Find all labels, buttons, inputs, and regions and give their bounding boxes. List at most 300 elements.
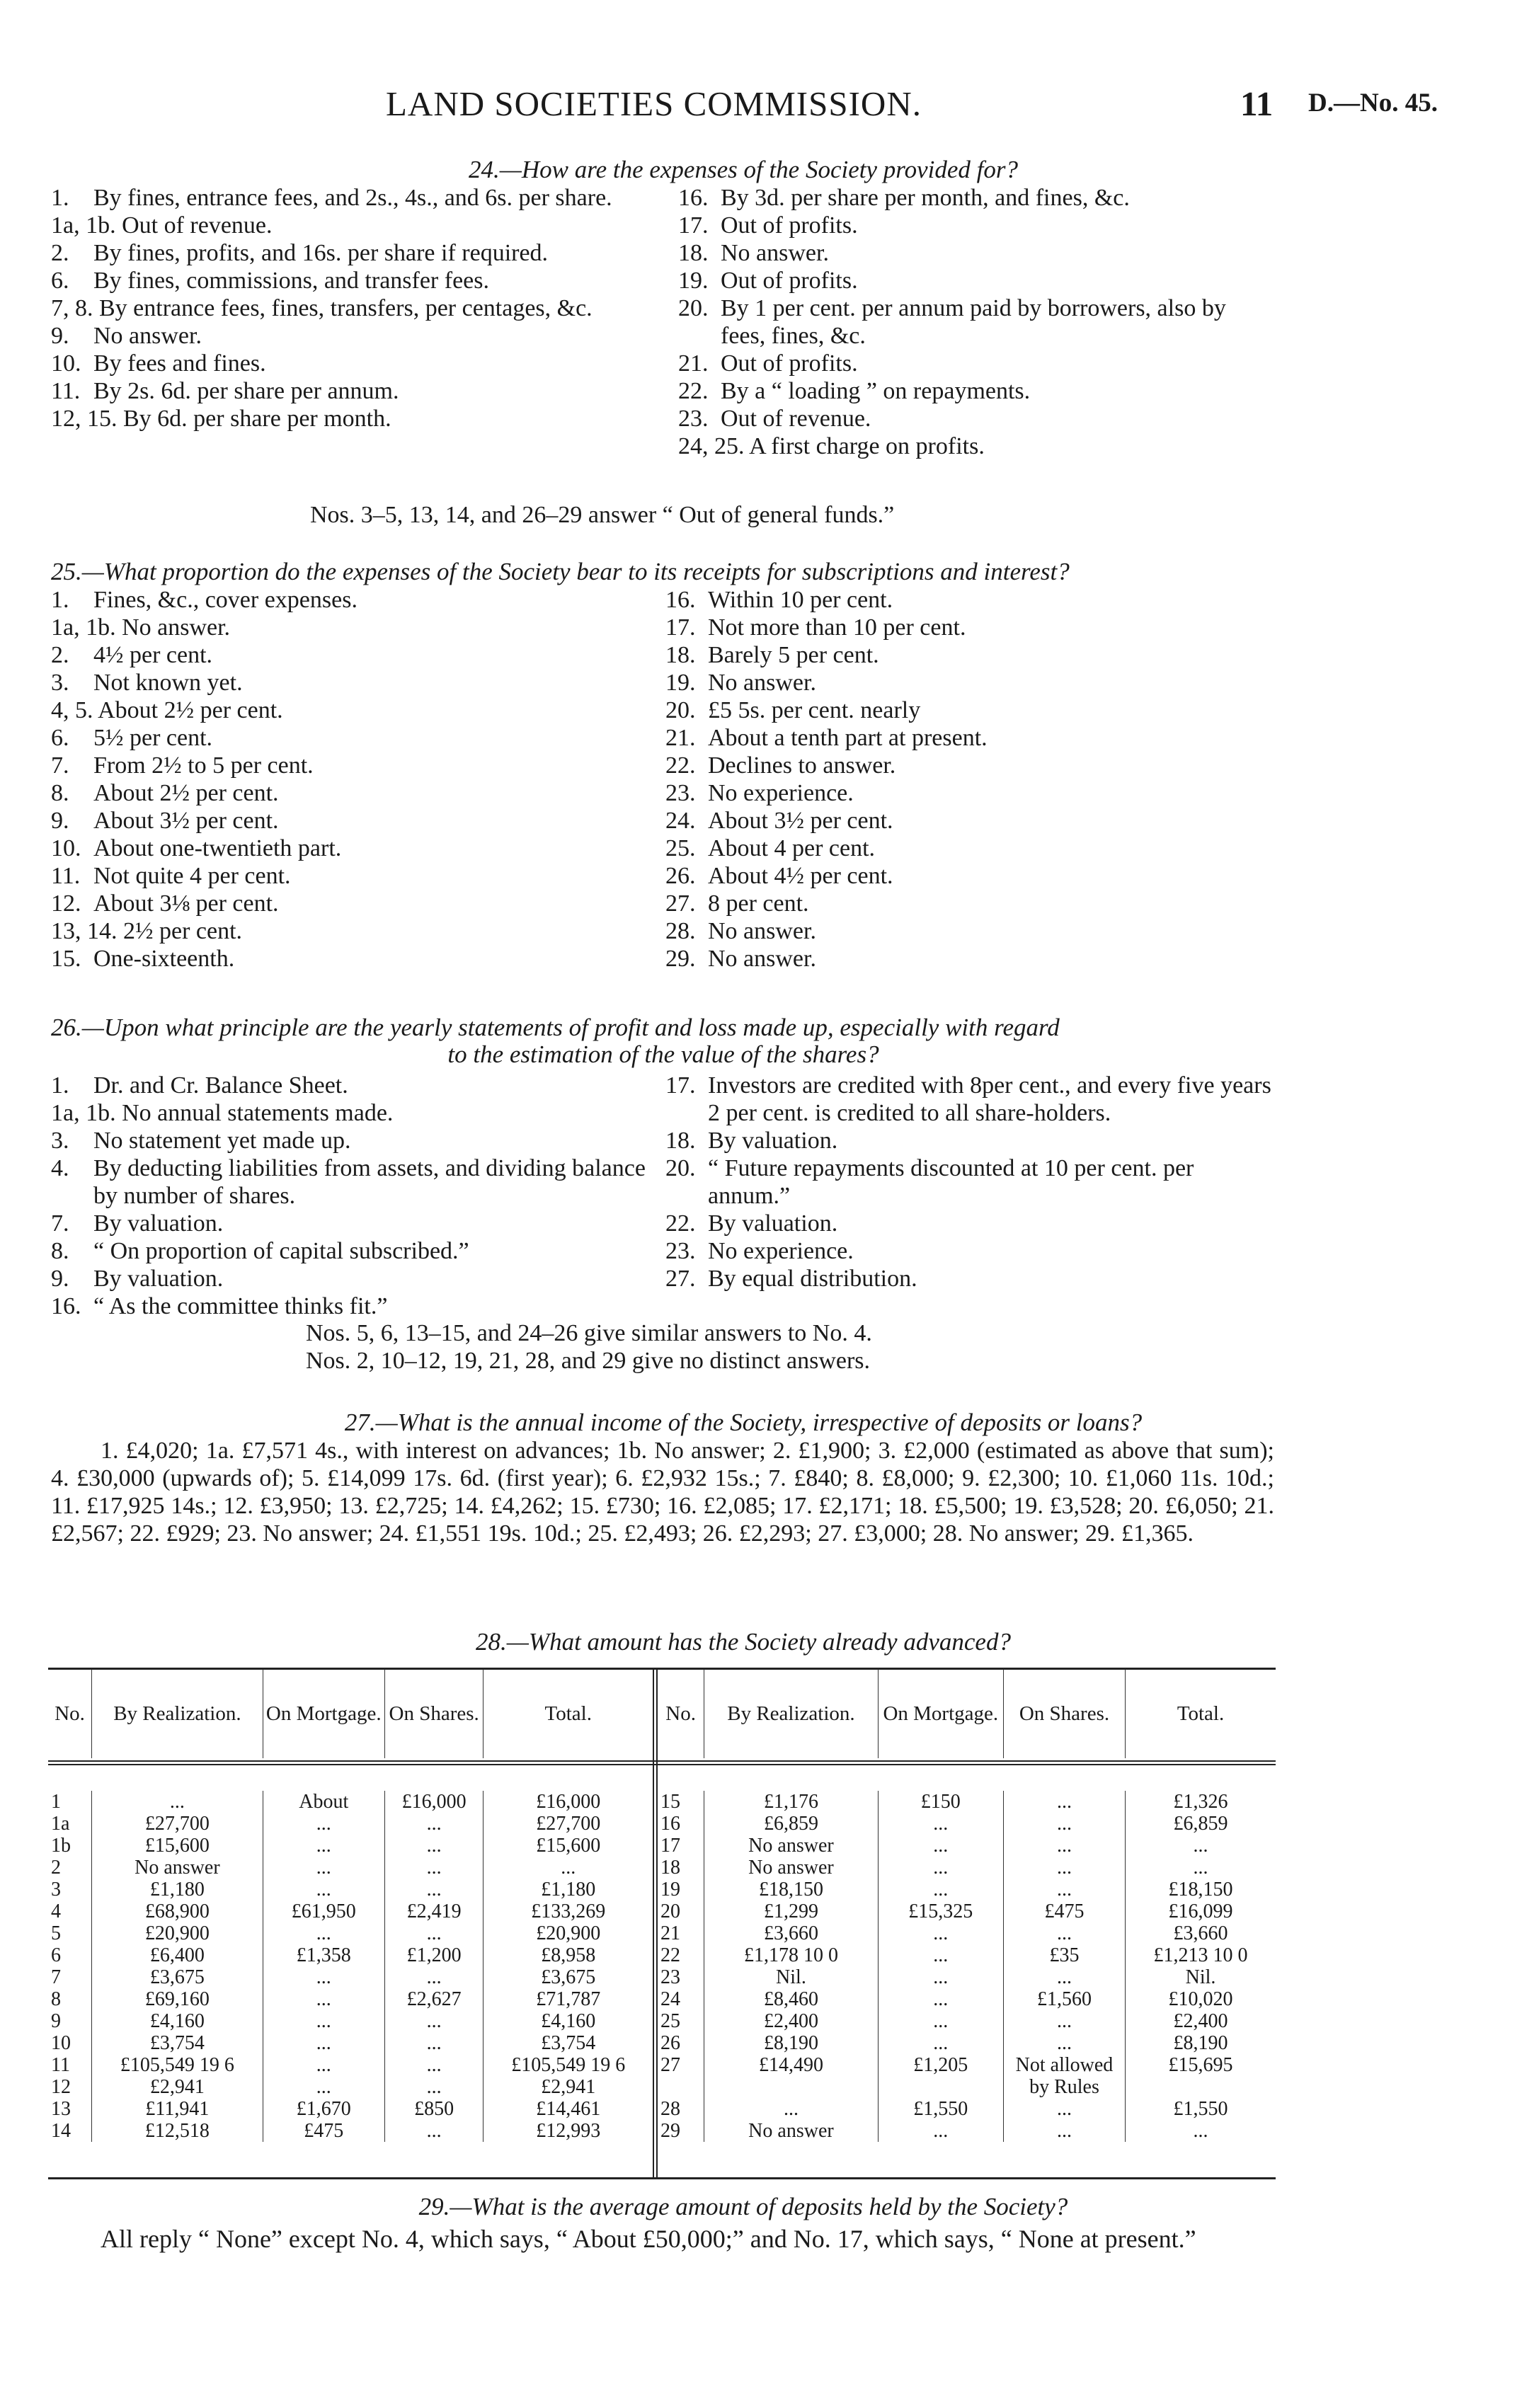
mortgage-cell: £1,358: [263, 1944, 384, 1966]
answer-text: 5½ per cent.: [93, 725, 213, 751]
realization-cell: Nil.: [704, 1966, 878, 1988]
answer-text: By valuation.: [708, 1210, 838, 1237]
answer-number: 2.: [51, 240, 69, 266]
answer-item: [51, 239, 660, 267]
answer-text: No experience.: [708, 1238, 854, 1264]
realization-cell: ...: [92, 1791, 263, 1813]
answer-number: 22.: [665, 1210, 696, 1237]
answer-text: Declines to answer.: [708, 752, 896, 779]
shares-cell: ...: [1003, 1835, 1125, 1857]
answer-item: [51, 184, 660, 212]
answer-number: 29.: [665, 946, 696, 972]
row-number: 15: [658, 1791, 704, 1813]
table-row: [48, 2120, 653, 2142]
answer-number: 23.: [678, 406, 709, 432]
table-row: [48, 1835, 653, 1857]
answer-item: [678, 405, 1274, 432]
answer-number: 1.: [51, 587, 69, 613]
answer-number: 1a, 1b.: [51, 614, 122, 641]
answer-item: [665, 1265, 1274, 1292]
document-reference: D.—No. 45.: [1308, 88, 1438, 117]
mortgage-cell: £1,550: [878, 2098, 1003, 2120]
page-number: 11: [1240, 84, 1274, 123]
shares-cell: £1,200: [384, 1944, 484, 1966]
realization-cell: £1,178 10 0: [704, 1944, 878, 1966]
answer-number: 16.: [665, 587, 696, 613]
answer-item: [51, 696, 660, 724]
realization-cell: £8,460: [704, 1988, 878, 2010]
mortgage-cell: ...: [263, 1813, 384, 1835]
answer-text: One-sixteenth.: [93, 946, 235, 972]
realization-cell: £3,675: [92, 1966, 263, 1988]
row-number: 27: [658, 2054, 704, 2076]
mortgage-cell: £1,205: [878, 2054, 1003, 2076]
total-cell: ...: [1193, 1835, 1208, 1857]
realization-cell: £2,941: [92, 2076, 263, 2098]
mortgage-cell: ...: [878, 1988, 1003, 2010]
mortgage-cell: ...: [263, 2032, 384, 2054]
mortgage-cell: ...: [878, 2120, 1003, 2142]
answer-number: 21.: [678, 350, 709, 377]
answer-number: 16.: [678, 185, 709, 211]
question-26-right-column: [665, 1072, 1274, 1292]
answer-item: [665, 779, 1274, 807]
table-row: [658, 1922, 1276, 1944]
table-row: [658, 1879, 1276, 1900]
answer-item: [51, 1292, 646, 1320]
table-row: [658, 2010, 1276, 2032]
table-bottom-rule: [48, 2177, 1276, 2179]
mortgage-cell: [878, 2076, 1003, 2098]
column-header: By Realization.: [92, 1669, 263, 1758]
realization-cell: £14,490: [704, 2054, 878, 2076]
realization-cell: £11,941: [92, 2098, 263, 2120]
answer-number: 1a, 1b.: [51, 1100, 122, 1126]
question-26-note-2: Nos. 2, 10–12, 19, 21, 28, and 29 give no distinct answers.: [306, 1348, 871, 1374]
answer-number: 1.: [51, 1072, 69, 1099]
answer-number: 3.: [51, 670, 69, 696]
answer-item: [665, 641, 1274, 669]
table-row: [48, 2076, 653, 2098]
table-row: [48, 1988, 653, 2010]
answer-number: 28.: [665, 918, 696, 944]
answer-item: [665, 696, 1274, 724]
row-number: 1a: [48, 1813, 92, 1835]
answer-item: [51, 586, 660, 614]
answer-item: [665, 724, 1274, 752]
realization-cell: £69,160: [92, 1988, 263, 2010]
answer-number: 22.: [665, 752, 696, 779]
mortgage-cell: ...: [263, 2054, 384, 2076]
row-number: 1b: [48, 1835, 92, 1857]
total-cell: £1,550: [1173, 2098, 1228, 2120]
row-number: 19: [658, 1879, 704, 1900]
total-cell: ...: [1193, 1857, 1208, 1879]
answer-text: By entrance fees, fines, transfers, per centages, &c.: [99, 295, 593, 321]
mortgage-cell: ...: [878, 1857, 1003, 1879]
row-number: 11: [48, 2054, 92, 2076]
total-cell: £16,000: [536, 1791, 601, 1813]
answer-item: [665, 669, 1274, 696]
table-row: [658, 1813, 1276, 1835]
answer-text: By 6d. per share per month.: [123, 406, 391, 432]
row-number: [658, 2076, 704, 2098]
answer-item: [678, 377, 1274, 405]
answer-text: About 2½ per cent.: [98, 697, 283, 723]
mortgage-cell: ...: [263, 1857, 384, 1879]
answer-text: No answer.: [122, 614, 231, 641]
mortgage-cell: ...: [263, 1922, 384, 1944]
column-header: On Shares.: [1003, 1669, 1125, 1758]
shares-cell: ...: [1003, 1791, 1125, 1813]
shares-cell: Not allowed: [1003, 2054, 1125, 2076]
column-header: On Shares.: [384, 1669, 484, 1758]
realization-cell: £1,180: [92, 1879, 263, 1900]
answer-text: Not more than 10 per cent.: [708, 614, 966, 641]
table-row: [48, 2010, 653, 2032]
answer-number: 9.: [51, 808, 69, 834]
row-number: 23: [658, 1966, 704, 1988]
column-header: No.: [658, 1669, 704, 1758]
answer-item: [665, 890, 1274, 917]
table-row: [658, 1900, 1276, 1922]
question-28-heading: 28.—What amount has the Society already advanced?: [476, 1628, 1011, 1656]
realization-cell: £6,400: [92, 1944, 263, 1966]
shares-cell: ...: [384, 1966, 484, 1988]
answer-item: [51, 945, 660, 973]
shares-cell: ...: [384, 2032, 484, 2054]
row-number: 7: [48, 1966, 92, 1988]
answer-number: 6.: [51, 725, 69, 751]
answer-number: 7.: [51, 1210, 69, 1237]
answer-number: 8.: [51, 1238, 69, 1264]
total-cell: £14,461: [536, 2098, 601, 2120]
answer-number: 19.: [665, 670, 696, 696]
table-row: [658, 1791, 1276, 1813]
answer-item: [678, 267, 1274, 294]
shares-cell: by Rules: [1003, 2076, 1125, 2098]
shares-cell: £850: [384, 2098, 484, 2120]
advances-table-left: [48, 1669, 653, 2142]
answer-text: Out of profits.: [721, 212, 858, 239]
answer-number: 10.: [51, 835, 81, 861]
row-number: 8: [48, 1988, 92, 2010]
question-26-note-1: Nos. 5, 6, 13–15, and 24–26 give similar answers to No. 4.: [306, 1320, 872, 1346]
column-header: Total.: [1177, 1702, 1225, 1725]
shares-cell: £35: [1003, 1944, 1125, 1966]
total-cell: £10,020: [1168, 1988, 1233, 2010]
answer-number: 24.: [665, 808, 696, 834]
row-number: 5: [48, 1922, 92, 1944]
row-number: 21: [658, 1922, 704, 1944]
answer-item: [51, 1210, 646, 1237]
realization-cell: £18,150: [704, 1879, 878, 1900]
answer-text: No experience.: [708, 780, 854, 806]
answer-text: By equal distribution.: [708, 1266, 917, 1292]
question-26-heading-line1: 26.—Upon what principle are the yearly statements of profit and loss made up, especially with regard: [51, 1014, 1060, 1041]
answer-item: [51, 724, 660, 752]
answer-item: [51, 779, 660, 807]
answer-text: By 2s. 6d. per share per annum.: [93, 378, 399, 404]
answer-text: About 3½ per cent.: [708, 808, 893, 834]
shares-cell: ...: [1003, 2010, 1125, 2032]
table-row: [658, 2054, 1276, 2076]
answer-number: 13, 14.: [51, 918, 123, 944]
table-row: [658, 1835, 1276, 1857]
table-row: [48, 1813, 653, 1835]
mortgage-cell: ...: [263, 1988, 384, 2010]
answer-item: [51, 752, 660, 779]
answer-item: [51, 1072, 646, 1099]
answer-text: By fines, entrance fees, and 2s., 4s., and 6s. per share.: [93, 185, 612, 211]
row-number: 10: [48, 2032, 92, 2054]
table-row: [48, 2098, 653, 2120]
table-header-row: [658, 1669, 1276, 1758]
answer-text: By deducting liabilities from assets, and dividing balance by number of shares.: [93, 1155, 646, 1209]
answer-item: [51, 641, 660, 669]
table-row: [48, 1922, 653, 1944]
answer-text: By fines, commissions, and transfer fees.: [93, 268, 489, 294]
mortgage-cell: ...: [878, 1966, 1003, 1988]
row-number: 18: [658, 1857, 704, 1879]
shares-cell: ...: [384, 1857, 484, 1879]
answer-text: “ As the committee thinks fit.”: [93, 1293, 388, 1319]
answer-number: 3.: [51, 1128, 69, 1154]
answer-text: By 1 per cent. per annum paid by borrowers, also by fees, fines, &c.: [721, 295, 1226, 349]
realization-cell: [704, 2076, 878, 2098]
total-cell: £8,190: [1173, 2032, 1228, 2054]
mortgage-cell: £150: [878, 1791, 1003, 1813]
answer-text: By 3d. per share per month, and fines, &c.: [721, 185, 1130, 211]
answer-text: From 2½ to 5 per cent.: [93, 752, 314, 779]
mortgage-cell: ...: [878, 1835, 1003, 1857]
answer-text: No annual statements made.: [122, 1100, 394, 1126]
advances-table-right: [658, 1669, 1276, 2142]
shares-cell: ...: [384, 2076, 484, 2098]
answer-item: [51, 1127, 646, 1154]
answer-text: 4½ per cent.: [93, 642, 213, 668]
answer-item: [51, 890, 660, 917]
table-row: [658, 1988, 1276, 2010]
running-title: LAND SOCIETIES COMMISSION.: [386, 84, 922, 123]
answer-item: [665, 807, 1274, 835]
answer-text: About one-twentieth part.: [93, 835, 342, 861]
total-cell: £20,900: [536, 1922, 601, 1944]
question-26-left-column: [51, 1072, 646, 1320]
answer-text: No statement yet made up.: [93, 1128, 351, 1154]
answer-text: Fines, &c., cover expenses.: [93, 587, 357, 613]
answer-text: About a tenth part at present.: [708, 725, 988, 751]
question-27-answer: 1. £4,020; 1a. £7,571 4s., with interest on advances; 1b. No answer; 2. £1,900; 3. £2,000 (estimated as above that sum); 4. £30,000 (upwards of); 5. £14,099 17s. 6d. (first year); 6. £2,932 15s.; 7. £840; 8. £8,000; 9. £2,300; 10. £1,060 11s. 10d.; 11. £17,925 14s.; 12. £3,950; 13. £2,725; 14. £4,262; 15. £730; 16. £2,085; 17. £2,171; 18. £5,500; 19. £3,528; 20. £6,050; 21. £2,567; 22. £929; 23. No answer; 24. £1,551 19s. 10d.; 25. £2,493; 26. £2,293; 27. £3,000; 28. No answer; 29. £1,365.: [51, 1438, 1274, 1547]
table-row: [658, 2098, 1276, 2120]
total-cell: £8,958: [541, 1944, 596, 1966]
question-24-right-column: [678, 184, 1274, 460]
answer-item: [665, 614, 1274, 641]
mortgage-cell: ...: [878, 2010, 1003, 2032]
row-number: 2: [48, 1857, 92, 1879]
answer-item: [665, 1154, 1274, 1210]
question-25-heading: 25.—What proportion do the expenses of the Society bear to its receipts for subscriptions and interest?: [51, 558, 1070, 585]
answer-item: [51, 1154, 646, 1210]
answer-text: “ On proportion of capital subscribed.”: [93, 1238, 469, 1264]
realization-cell: No answer: [704, 1835, 878, 1857]
answer-text: By valuation.: [93, 1210, 224, 1237]
row-number: 16: [658, 1813, 704, 1835]
row-number: 17: [658, 1835, 704, 1857]
question-24-heading: 24.—How are the expenses of the Society provided for?: [469, 156, 1018, 183]
answer-item: [678, 350, 1274, 377]
question-25-right-column: [665, 586, 1274, 973]
shares-cell: ...: [384, 1813, 484, 1835]
answer-text: By valuation.: [93, 1266, 224, 1292]
answer-number: 20.: [665, 1155, 696, 1181]
row-number: 4: [48, 1900, 92, 1922]
shares-cell: £16,000: [384, 1791, 484, 1813]
answer-item: [665, 1237, 1274, 1265]
answer-item: [51, 1099, 646, 1127]
answer-number: 23.: [665, 1238, 696, 1264]
answer-number: 9.: [51, 323, 69, 349]
table-row: [48, 1944, 653, 1966]
shares-cell: ...: [1003, 1879, 1125, 1900]
answer-text: £5 5s. per cent. nearly: [708, 697, 921, 723]
table-centre-divider: [653, 1669, 654, 2179]
row-number: 29: [658, 2120, 704, 2142]
answer-text: Barely 5 per cent.: [708, 642, 879, 668]
answer-item: [678, 184, 1274, 212]
column-header: On Mortgage.: [263, 1669, 384, 1758]
answer-text: About 3½ per cent.: [93, 808, 279, 834]
answer-text: Dr. and Cr. Balance Sheet.: [93, 1072, 348, 1099]
row-number: 3: [48, 1879, 92, 1900]
total-cell: £2,941: [541, 2076, 596, 2098]
answer-text: A first charge on profits.: [749, 433, 985, 459]
realization-cell: £12,518: [92, 2120, 263, 2142]
table-row: [48, 2054, 653, 2076]
answer-text: About 4½ per cent.: [708, 863, 893, 889]
shares-cell: ...: [1003, 1813, 1125, 1835]
mortgage-cell: ...: [878, 2032, 1003, 2054]
column-header: On Mortgage.: [878, 1669, 1003, 1758]
answer-number: 4, 5.: [51, 697, 98, 723]
shares-cell: ...: [1003, 2032, 1125, 2054]
answer-number: 7.: [51, 752, 69, 779]
answer-item: [678, 294, 1274, 350]
realization-cell: £2,400: [704, 2010, 878, 2032]
answer-number: 24, 25.: [678, 433, 750, 459]
realization-cell: £4,160: [92, 2010, 263, 2032]
total-cell: [1126, 2076, 1276, 2098]
table-row: [48, 1900, 653, 1922]
row-number: 28: [658, 2098, 704, 2120]
answer-item: [665, 752, 1274, 779]
mortgage-cell: £15,325: [878, 1900, 1003, 1922]
answer-number: 15.: [51, 946, 81, 972]
answer-number: 26.: [665, 863, 696, 889]
mortgage-cell: ...: [878, 1879, 1003, 1900]
mortgage-cell: ...: [263, 2010, 384, 2032]
answer-number: 21.: [665, 725, 696, 751]
answer-text: Not known yet.: [93, 670, 243, 696]
answer-number: 17.: [665, 1072, 696, 1099]
answer-number: 1a, 1b.: [51, 212, 122, 239]
row-number: 6: [48, 1944, 92, 1966]
shares-cell: £475: [1003, 1900, 1125, 1922]
answer-number: 12.: [51, 890, 81, 917]
answer-number: 19.: [678, 268, 709, 294]
answer-item: [665, 835, 1274, 862]
answer-item: [665, 862, 1274, 890]
answer-item: [678, 239, 1274, 267]
shares-cell: ...: [1003, 1857, 1125, 1879]
answer-number: 9.: [51, 1266, 69, 1292]
shares-cell: ...: [1003, 2098, 1125, 2120]
answer-number: 4.: [51, 1155, 69, 1181]
column-header: No.: [48, 1669, 92, 1758]
shares-cell: ...: [384, 1879, 484, 1900]
realization-cell: £27,700: [92, 1813, 263, 1835]
row-number: 20: [658, 1900, 704, 1922]
answer-item: [51, 917, 660, 945]
shares-cell: ...: [384, 2120, 484, 2142]
answer-number: 17.: [678, 212, 709, 239]
row-number: 12: [48, 2076, 92, 2098]
total-cell: £1,180: [541, 1879, 596, 1900]
realization-cell: No answer: [704, 1857, 878, 1879]
answer-text: By valuation.: [708, 1128, 838, 1154]
mortgage-cell: ...: [878, 1813, 1003, 1835]
answer-number: 25.: [665, 835, 696, 861]
answer-text: 2½ per cent.: [123, 918, 243, 944]
realization-cell: £3,754: [92, 2032, 263, 2054]
total-cell: £27,700: [536, 1813, 601, 1835]
table-row: [48, 2032, 653, 2054]
total-cell: £18,150: [1168, 1879, 1233, 1900]
answer-number: 2.: [51, 642, 69, 668]
mortgage-cell: ...: [878, 1944, 1003, 1966]
question-27-heading: 27.—What is the annual income of the Society, irrespective of deposits or loans?: [344, 1409, 1143, 1436]
answer-item: [51, 835, 660, 862]
answer-item: [665, 586, 1274, 614]
answer-number: 11.: [51, 378, 81, 404]
table-row: [48, 1966, 653, 1988]
realization-cell: £3,660: [704, 1922, 878, 1944]
answer-number: 16.: [51, 1293, 81, 1319]
answer-item: [51, 405, 660, 432]
table-row: [658, 2076, 1276, 2098]
answer-number: 27.: [665, 890, 696, 917]
total-cell: £105,549 19 6: [511, 2054, 626, 2076]
total-cell: £71,787: [536, 1988, 601, 2010]
answer-number: 27.: [665, 1266, 696, 1292]
table-row: [658, 1944, 1276, 1966]
answer-number: 8.: [51, 780, 69, 806]
realization-cell: £15,600: [92, 1835, 263, 1857]
shares-cell: ...: [1003, 2120, 1125, 2142]
answer-number: 18.: [665, 642, 696, 668]
shares-cell: £2,419: [384, 1900, 484, 1922]
realization-cell: £68,900: [92, 1900, 263, 1922]
answer-text: “ Future repayments discounted at 10 per cent. per annum.”: [708, 1155, 1194, 1209]
answer-item: [665, 945, 1274, 973]
realization-cell: £6,859: [704, 1813, 878, 1835]
mortgage-cell: ...: [263, 1879, 384, 1900]
answer-number: 1.: [51, 185, 69, 211]
answer-text: No answer.: [708, 918, 816, 944]
mortgage-cell: £1,670: [263, 2098, 384, 2120]
total-cell: £3,675: [541, 1966, 596, 1988]
answer-text: By fines, profits, and 16s. per share if required.: [93, 240, 549, 266]
